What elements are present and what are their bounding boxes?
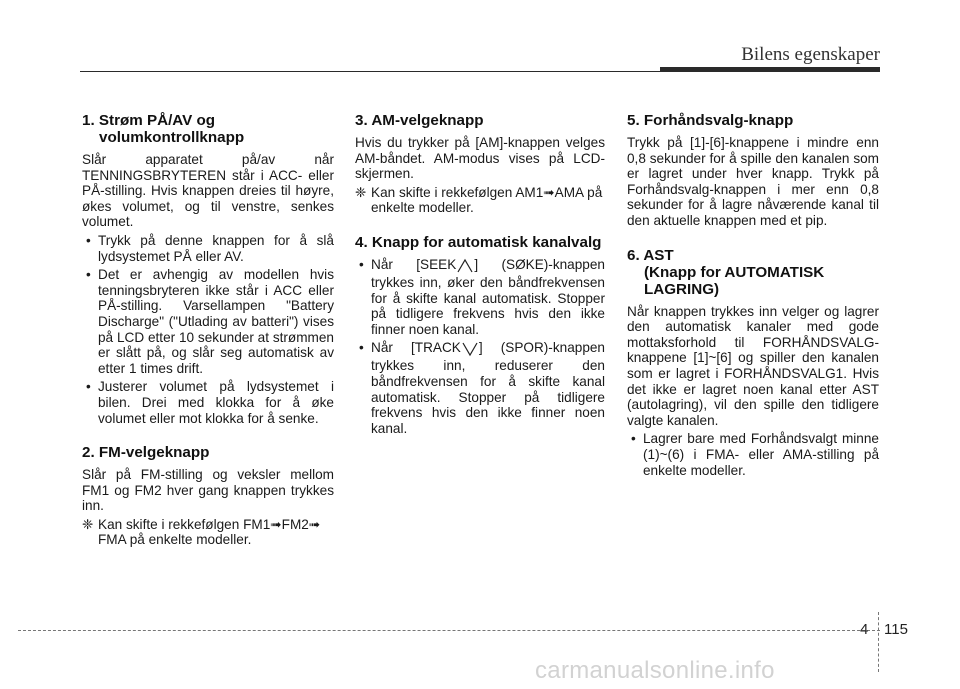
list-item: • Lagrer bare med Forhåndsvalgt minne (1)~(6) i FMA- eller AMA-stilling på enkelte modeller. xyxy=(627,431,879,478)
header-rule xyxy=(80,71,880,72)
list-item: • Det er avhengig av modellen hvis tenningsbryteren ikke står i ACC eller PÅ-stilling. Varsellampen "Battery Discharge" ("Utlading av batteri") vises på LCD etter 10 sekunder at strømmen er slått på, og slår seg automatisk av etter 1 times drift. xyxy=(82,267,334,376)
section-title: Bilens egenskaper xyxy=(741,44,880,65)
heading-preset: 5. Forhåndsvalg-knapp xyxy=(627,112,794,129)
heading-line: 1. Strøm PÅ/AV og xyxy=(82,112,216,129)
note xyxy=(355,185,605,216)
heading-auto-tuning: 4. Knapp for automatisk kanalvalg xyxy=(355,233,602,251)
watermark: carmanualsonline.info xyxy=(535,657,775,684)
list-item xyxy=(355,340,605,436)
heading-power-volume xyxy=(82,112,334,146)
chapter-number: 4 xyxy=(860,621,869,638)
note xyxy=(82,517,334,548)
heading-line: (Knapp for AUTOMATISK xyxy=(644,263,825,281)
paragraph: Hvis du trykker på [AM]-knappen velges AM-båndet. AM-modus vises på LCD-skjermen. xyxy=(355,135,605,182)
text: ] (SPOR)-knappen trykkes inn, reduserer den båndfrekvensen for å skifte kanal automatisk. Stopper på tidligere frekvens hvis den ikke finner noen kanal. xyxy=(371,340,605,436)
text: Når [TRACK xyxy=(371,340,461,356)
footer-rule xyxy=(18,630,880,631)
heading-fm: 2. FM-velgeknapp xyxy=(82,444,210,462)
heading-am: 3. AM-velgeknapp xyxy=(355,112,484,129)
heading-line: 6. AST xyxy=(627,246,674,264)
paragraph: Slår apparatet på/av når TENNINGSBRYTEREN står i ACC- eller PÅ-stilling. Hvis knappen dreies til høyre, økes volumet, og til venstre, senkes volumet. xyxy=(82,152,334,230)
text: ] (SØKE)-knappen trykkes inn, øker den båndfrekvensen for å skifte kanal automatisk. Stopper på tidligere frekvens hvis den ikke finner noen kanal. xyxy=(371,256,605,337)
track-down-icon xyxy=(461,340,479,358)
column-3 xyxy=(627,112,879,481)
paragraph: Slår på FM-stilling og veksler mellom FM1 og FM2 hver gang knappen trykkes inn. xyxy=(82,467,334,514)
column-2 xyxy=(355,112,605,439)
list-item: • Justerer volumet på lydsystemet i bilen. Drei med klokka for å øke volumet eller mot klokka for å senke. xyxy=(82,379,334,426)
text: Når [SEEK xyxy=(371,256,457,272)
bullet-list xyxy=(82,233,334,426)
heading-ast xyxy=(627,247,879,298)
note-text: Kan skifte i rekkefølgen FM1➟FM2➟ FMA på enkelte modeller. xyxy=(98,516,321,548)
bullet-list xyxy=(355,257,605,436)
column-1 xyxy=(82,112,334,551)
heading-line: LAGRING) xyxy=(644,280,720,298)
paragraph: Når knappen trykkes inn velger og lagrer den automatisk kanaler med gode mottaksforhold til FORHÅNDSVALG-knappene [1]~[6] og spiller den kanalen som er lagret i FORHÅNDSVALG1. Hvis det ikke er lagret noen kanal etter AST (autolagring), vil den spille den tidligere valgte kanalen. xyxy=(627,303,879,428)
bullet-list xyxy=(627,431,879,478)
note-text: Kan skifte i rekkefølgen AM1➟AMA på enkelte modeller. xyxy=(371,184,603,216)
note-mark-icon: ❈ xyxy=(355,184,367,200)
heading-line: volumkontrollknapp xyxy=(99,129,245,146)
footer-divider xyxy=(878,612,879,672)
note-mark-icon: ❈ xyxy=(82,516,94,532)
page-number: 115 xyxy=(884,621,908,638)
list-item xyxy=(355,257,605,337)
list-item: • Trykk på denne knappen for å slå lydsystemet PÅ eller AV. xyxy=(82,233,334,264)
paragraph: Trykk på [1]-[6]-knappene i mindre enn 0,8 sekunder for å spille den kanalen som er lagret under hver knapp. Trykk på Forhåndsvalg-knappen i mer enn 0,8 sekunder for å lagre nåværende kanal til den aktuelle knappen med et pip. xyxy=(627,135,879,228)
seek-up-icon xyxy=(456,257,474,275)
